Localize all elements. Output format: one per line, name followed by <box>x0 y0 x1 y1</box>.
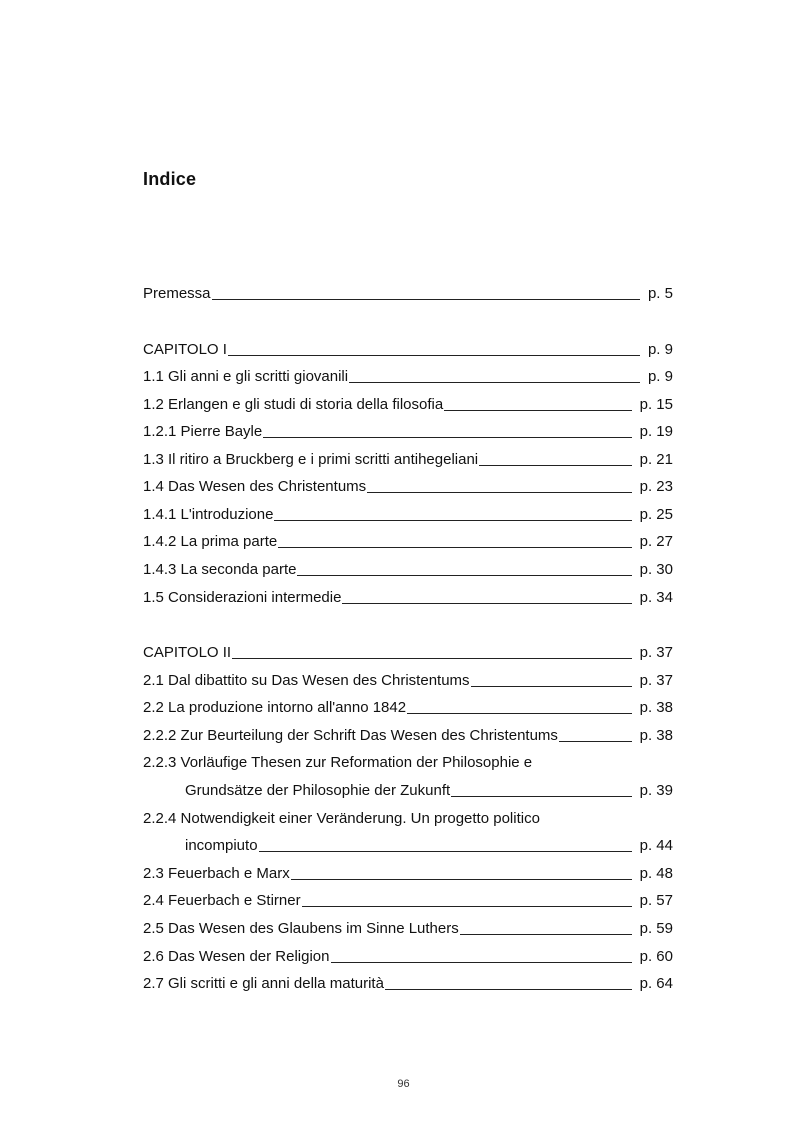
page-number: 96 <box>397 1078 410 1090</box>
toc-entry-label: 1.2.1 Pierre Bayle <box>143 423 263 440</box>
toc-entry-capitolo-1 <box>143 340 673 360</box>
toc-entry-page: p. 23 <box>639 478 673 495</box>
dot-leader <box>407 712 632 714</box>
toc-entry <box>143 477 673 497</box>
dot-leader <box>385 988 632 990</box>
toc-entry <box>143 395 673 415</box>
toc-entry <box>143 588 673 608</box>
toc-entry-page: p. 48 <box>639 865 673 882</box>
toc-entry <box>143 864 673 884</box>
toc-entry-page: p. 44 <box>639 837 673 854</box>
toc-entry-continuation <box>185 781 673 801</box>
toc-entry-page: p. 38 <box>639 727 673 744</box>
toc-entry-page: p. 60 <box>639 948 673 965</box>
toc-entry <box>143 505 673 525</box>
dot-leader <box>263 436 631 438</box>
toc-entry <box>143 422 673 442</box>
toc-entry <box>143 891 673 911</box>
toc-entry-page: p. 59 <box>639 920 673 937</box>
toc-entry <box>143 974 673 994</box>
toc-entry-label: 1.4.3 La seconda parte <box>143 561 297 578</box>
toc-entry-label: 2.4 Feuerbach e Stirner <box>143 892 301 909</box>
toc-entry-label: 1.4.1 L'introduzione <box>143 506 274 523</box>
toc-entry-page: p. 9 <box>647 341 673 358</box>
toc-entry-label: 2.5 Das Wesen des Glaubens im Sinne Luthers <box>143 920 459 937</box>
toc-entry-label: 2.2.4 Notwendigkeit einer Veränderung. Un progetto politico <box>143 810 540 827</box>
toc-entry-page: p. 21 <box>639 451 673 468</box>
toc-entry-label: 2.2 La produzione intorno all'anno 1842 <box>143 699 407 716</box>
toc-entry-label: 1.1 Gli anni e gli scritti giovanili <box>143 368 349 385</box>
toc-entry-label: Grundsätze der Philosophie der Zukunft <box>185 782 451 799</box>
toc-entry-label: 2.7 Gli scritti e gli anni della maturità <box>143 975 384 992</box>
toc-entry-label: 2.3 Feuerbach e Marx <box>143 865 290 882</box>
toc-entry-label: CAPITOLO II <box>143 644 232 661</box>
dot-leader <box>228 354 640 356</box>
toc-entry-page: p. 5 <box>647 285 673 302</box>
toc-entry-continuation <box>185 836 673 856</box>
dot-leader <box>259 850 632 852</box>
toc-entry <box>143 698 673 718</box>
toc-entry-label: 2.6 Das Wesen der Religion <box>143 948 330 965</box>
toc-entry-page: p. 15 <box>639 396 673 413</box>
toc-entry-page: p. 27 <box>639 533 673 550</box>
toc-entry-page: p. 19 <box>639 423 673 440</box>
dot-leader <box>291 878 632 880</box>
toc-entry-page: p. 25 <box>639 506 673 523</box>
toc-entry <box>143 809 673 829</box>
toc-entry-label: 1.5 Considerazioni intermedie <box>143 589 342 606</box>
page-title: Indice <box>143 169 197 189</box>
toc-entry-label: 1.2 Erlangen e gli studi di storia della filosofia <box>143 396 444 413</box>
dot-leader <box>349 381 640 383</box>
dot-leader <box>460 933 632 935</box>
toc-entry-label: CAPITOLO I <box>143 341 227 358</box>
dot-leader <box>471 685 632 687</box>
toc-entry-label: 1.4.2 La prima parte <box>143 533 278 550</box>
toc-entry-label: 2.2.3 Vorläufige Thesen zur Reformation der Philosophie e <box>143 754 533 771</box>
dot-leader <box>274 519 631 521</box>
toc-entry-page: p. 39 <box>639 782 673 799</box>
toc-entry <box>143 560 673 580</box>
toc-entry-page: p. 57 <box>639 892 673 909</box>
toc-entry-label: 1.3 Il ritiro a Bruckberg e i primi scritti antihegeliani <box>143 451 479 468</box>
toc-entry-page: p. 30 <box>639 561 673 578</box>
dot-leader <box>232 657 632 659</box>
dot-leader <box>367 491 631 493</box>
toc-entry <box>143 947 673 967</box>
toc-entry-page: p. 34 <box>639 589 673 606</box>
toc-entry-label: Premessa <box>143 285 211 302</box>
dot-leader <box>278 546 631 548</box>
dot-leader <box>342 602 631 604</box>
dot-leader <box>302 905 632 907</box>
toc-entry <box>143 450 673 470</box>
toc-entry <box>143 753 673 773</box>
toc-entry <box>143 367 673 387</box>
toc-entry-page: p. 37 <box>639 672 673 689</box>
toc-entry-label: 2.2.2 Zur Beurteilung der Schrift Das Wesen des Christentums <box>143 727 558 744</box>
toc-entry <box>143 919 673 939</box>
toc-entry-page: p. 9 <box>647 368 673 385</box>
toc-entry <box>143 532 673 552</box>
toc-entry <box>143 671 673 691</box>
dot-leader <box>559 740 632 742</box>
toc-entry-label: incompiuto <box>185 837 258 854</box>
toc-entry-page: p. 38 <box>639 699 673 716</box>
dot-leader <box>479 464 631 466</box>
toc-entry-page: p. 37 <box>639 644 673 661</box>
dot-leader <box>451 795 631 797</box>
dot-leader <box>331 961 632 963</box>
dot-leader <box>212 298 640 300</box>
toc-entry <box>143 726 673 746</box>
toc-entry-capitolo-2 <box>143 643 673 663</box>
dot-leader <box>444 409 631 411</box>
toc-entry-label: 1.4 Das Wesen des Christentums <box>143 478 367 495</box>
dot-leader <box>297 574 631 576</box>
toc-entry-label: 2.1 Dal dibattito su Das Wesen des Christentums <box>143 672 470 689</box>
toc-entry-premessa <box>143 284 673 304</box>
toc-entry-page: p. 64 <box>639 975 673 992</box>
